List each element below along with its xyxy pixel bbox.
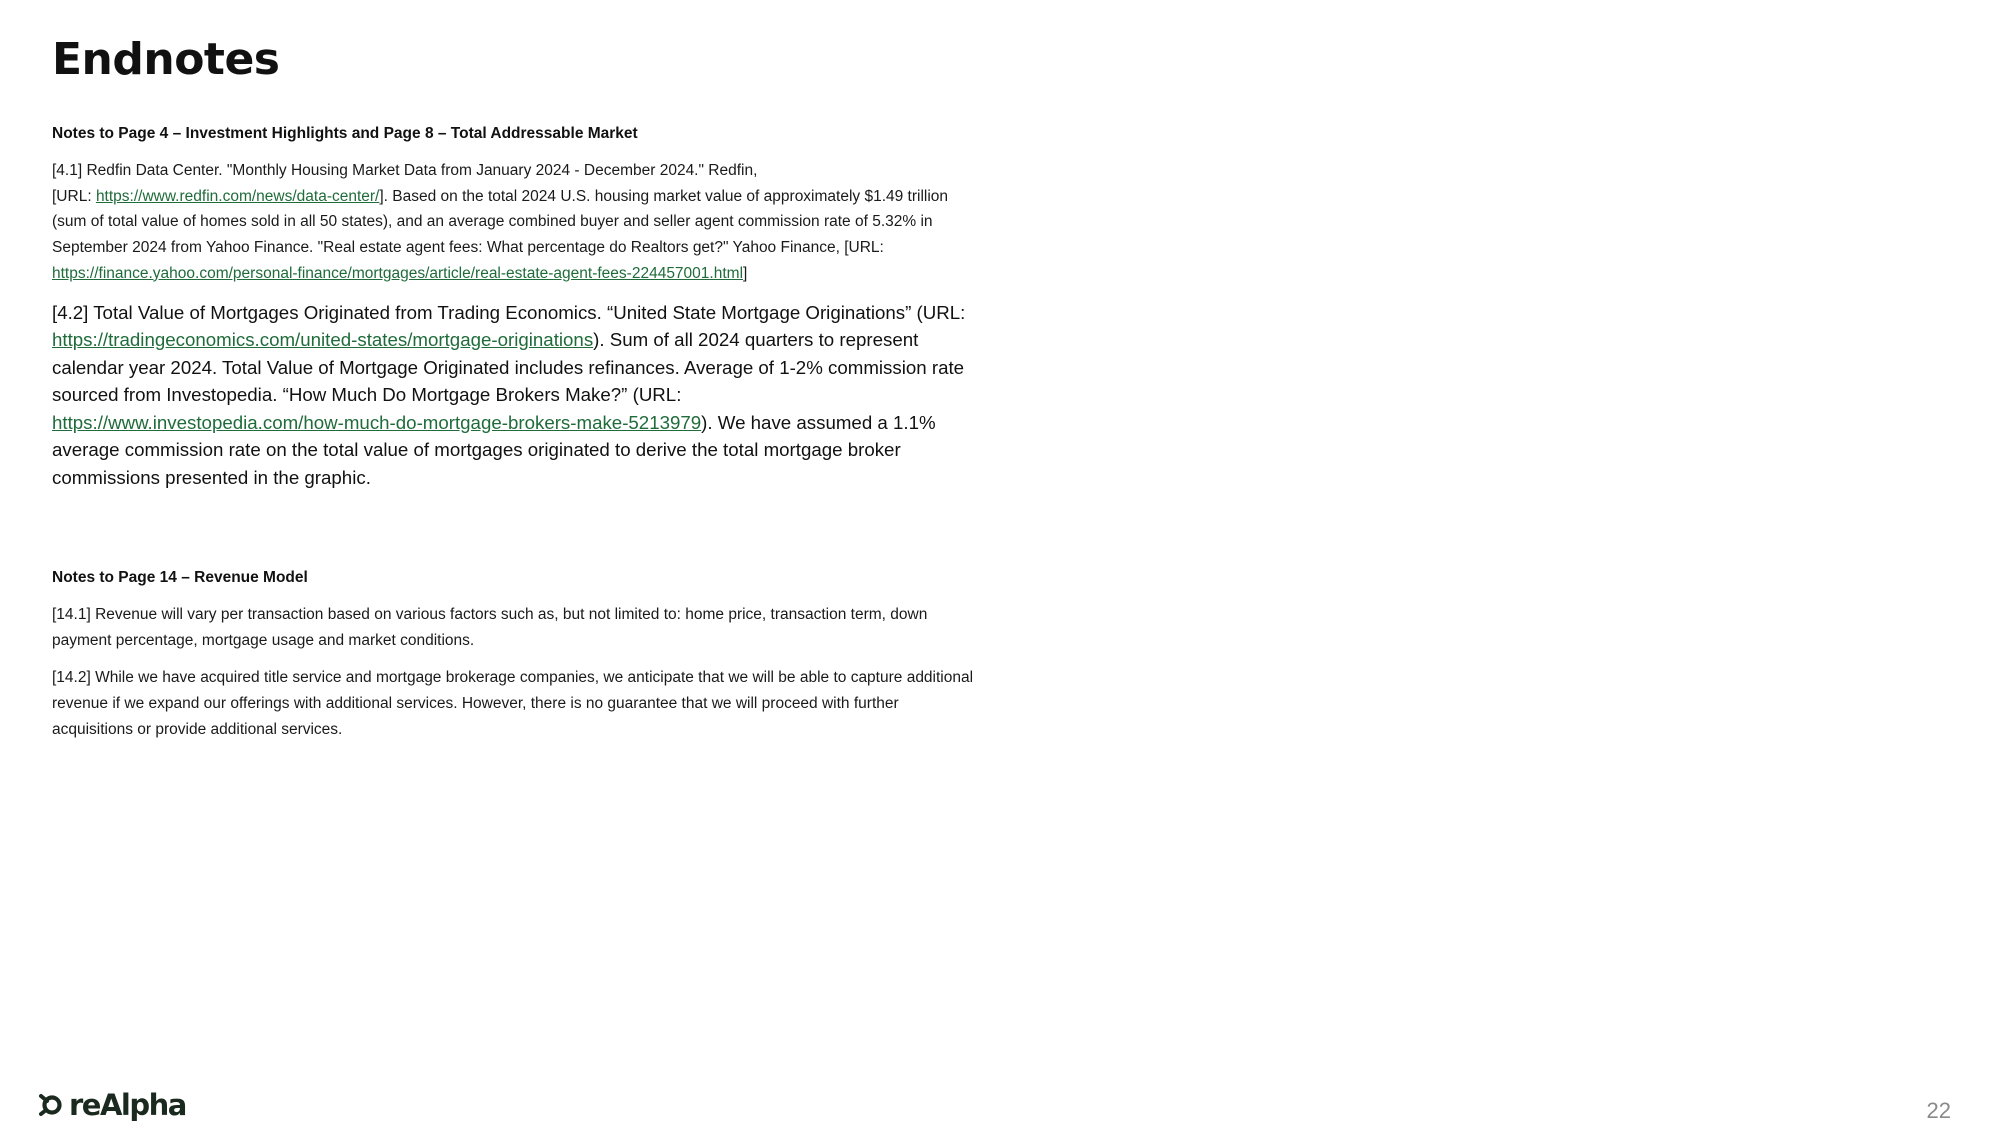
section-page-4-8 bbox=[52, 124, 974, 492]
realpha-logo bbox=[38, 1090, 186, 1120]
section-heading: Notes to Page 4 – Investment Highlights and Page 8 – Total Addressable Market bbox=[52, 125, 638, 142]
endnote-4-2 bbox=[52, 299, 974, 492]
investopedia-link[interactable]: https://www.investopedia.com/how-much-do-mortgage-brokers-make-5213979 bbox=[52, 411, 702, 433]
yahoo-finance-link[interactable]: https://finance.yahoo.com/personal-finance/mortgages/article/real-estate-agent-fees-224457001.html bbox=[52, 264, 744, 282]
note-text: [4.2] Total Value of Mortgages Originated from Trading Economics. “United State Mortgage Originations” (URL: bbox=[52, 301, 966, 323]
realpha-logo-icon bbox=[38, 1092, 64, 1118]
endnote-14-1: [14.1] Revenue will vary per transaction based on various factors such as, but not limited to: home price, transaction term, down payment percentage, mortgage usage and market conditions. bbox=[52, 606, 928, 649]
trading-economics-link[interactable]: https://tradingeconomics.com/united-states/mortgage-originations bbox=[52, 329, 594, 351]
section-heading: Notes to Page 14 – Revenue Model bbox=[52, 569, 308, 586]
page-number: 22 bbox=[1926, 1098, 1951, 1123]
endnote-4-1 bbox=[52, 158, 974, 287]
redfin-data-center-link[interactable]: https://www.redfin.com/news/data-center/ bbox=[95, 187, 380, 205]
note-text: ). Sum of all 2024 quarters to represent calendar year 2024. Total Value of Mortgage Originated includes refinances. Average of 1-2% commission rate sourced from Investopedia. “How Much Do Mortgage Brokers Make?” (URL: bbox=[52, 329, 965, 406]
section-page-14 bbox=[52, 568, 974, 755]
note-text: ] bbox=[743, 264, 748, 282]
note-text: [4.1] Redfin Data Center. "Monthly Housing Market Data from January 2024 - December 2024." Redfin, bbox=[52, 162, 758, 179]
logo-text: reAlpha bbox=[69, 1088, 186, 1122]
page-title: Endnotes bbox=[52, 34, 280, 85]
note-text: ). We have assumed a 1.1% average commission rate on the total value of mortgages originated to derive the total mortgage broker commissions presented in the graphic. bbox=[52, 411, 936, 489]
note-text: [URL: bbox=[52, 187, 96, 205]
endnote-14-2: [14.2] While we have acquired title service and mortgage brokerage companies, we anticipate that we will be able to capture additional revenue if we expand our offerings with additional services. However, there is no guarantee that we will proceed with further acquisitions or provide additional services. bbox=[52, 669, 974, 738]
note-text: ]. Based on the total 2024 U.S. housing market value of approximately $1.49 trillion (sum of total value of homes sold in all 50 states), and an average combined buyer and seller agent commission rate of 5.32% in September 2024 from Yahoo Finance. "Real estate agent fees: What percentage do Realtors get?" Yahoo Finance, [URL: bbox=[52, 187, 949, 257]
